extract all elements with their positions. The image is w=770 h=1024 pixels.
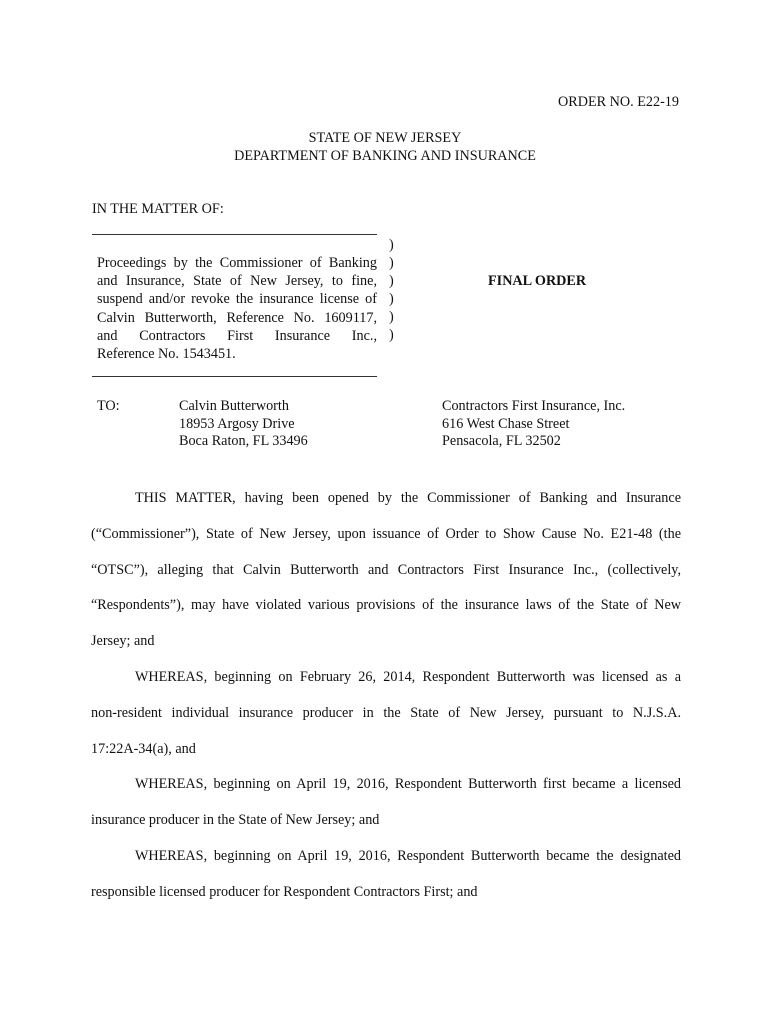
caption-paren: ) (389, 291, 394, 307)
in-the-matter-label: IN THE MATTER OF: (92, 201, 224, 217)
body-line: “OTSC”), alleging that Calvin Butterworth and Contractors First Insurance Inc., (collectively, (91, 561, 681, 578)
order-body (91, 481, 681, 911)
caption-line: Proceedings by the Commissioner of Banking (97, 255, 377, 271)
addressee-city: Boca Raton, FL 33496 (179, 433, 308, 449)
caption-paren: ) (389, 237, 394, 253)
caption-paren: ) (389, 309, 394, 325)
paragraph-whereas-first-licensed (91, 767, 681, 839)
addressee-street: 616 West Chase Street (442, 415, 570, 432)
body-line: non-resident individual insurance producer in the State of New Jersey, pursuant to N.J.S.A. (91, 704, 681, 721)
addressee-city: Pensacola, FL 32502 (442, 433, 561, 449)
state-heading: STATE OF NEW JERSEY (308, 130, 462, 146)
body-line: WHEREAS, beginning on February 26, 2014, Respondent Butterworth was licensed as a (135, 668, 681, 685)
body-line: (“Commissioner”), State of New Jersey, upon issuance of Order to Show Cause No. E21-48 (the (91, 525, 681, 542)
body-line: WHEREAS, beginning on April 19, 2016, Respondent Butterworth became the designated (135, 847, 681, 864)
caption-line: and Insurance, State of New Jersey, to fine, (97, 273, 377, 290)
order-number: ORDER NO. E22-19 (558, 94, 679, 110)
document-title: FINAL ORDER (488, 273, 587, 289)
addressee-name: Calvin Butterworth (179, 398, 289, 414)
body-line: Jersey; and (91, 633, 155, 650)
body-line: WHEREAS, beginning on April 19, 2016, Respondent Butterworth first became a licensed (135, 776, 681, 793)
paragraph-whereas-designated (91, 839, 681, 911)
body-line: “Respondents”), may have violated various provisions of the insurance laws of the State of New (91, 597, 681, 614)
body-line: THIS MATTER, having been opened by the Commissioner of Banking and Insurance (135, 490, 681, 506)
addressee-name: Contractors First Insurance, Inc. (442, 398, 626, 414)
caption-line: Reference No. 1543451. (97, 346, 236, 363)
caption-paren: ) (389, 273, 394, 289)
caption-paren: ) (389, 327, 394, 343)
paragraph-this-matter (91, 481, 681, 660)
caption-line: Calvin Butterworth, Reference No. 1609117, (97, 309, 377, 326)
body-line: responsible licensed producer for Respondent Contractors First; and (91, 883, 478, 900)
department-heading: DEPARTMENT OF BANKING AND INSURANCE (234, 148, 536, 164)
caption-bottom-rule (92, 376, 377, 377)
addressee-butterworth (179, 398, 308, 451)
caption-line: suspend and/or revoke the insurance license of (97, 291, 377, 308)
addressee-contractors-first (442, 398, 625, 451)
paragraph-whereas-licensed (91, 660, 681, 767)
case-caption (97, 254, 377, 363)
caption-line: and Contractors First Insurance Inc., (97, 327, 377, 344)
body-line: 17:22A-34(a), and (91, 740, 196, 757)
body-line: insurance producer in the State of New Jersey; and (91, 812, 380, 829)
addressee-street: 18953 Argosy Drive (179, 415, 295, 432)
caption-top-rule (92, 234, 377, 235)
caption-paren: ) (389, 255, 394, 271)
to-label: TO: (97, 398, 120, 414)
